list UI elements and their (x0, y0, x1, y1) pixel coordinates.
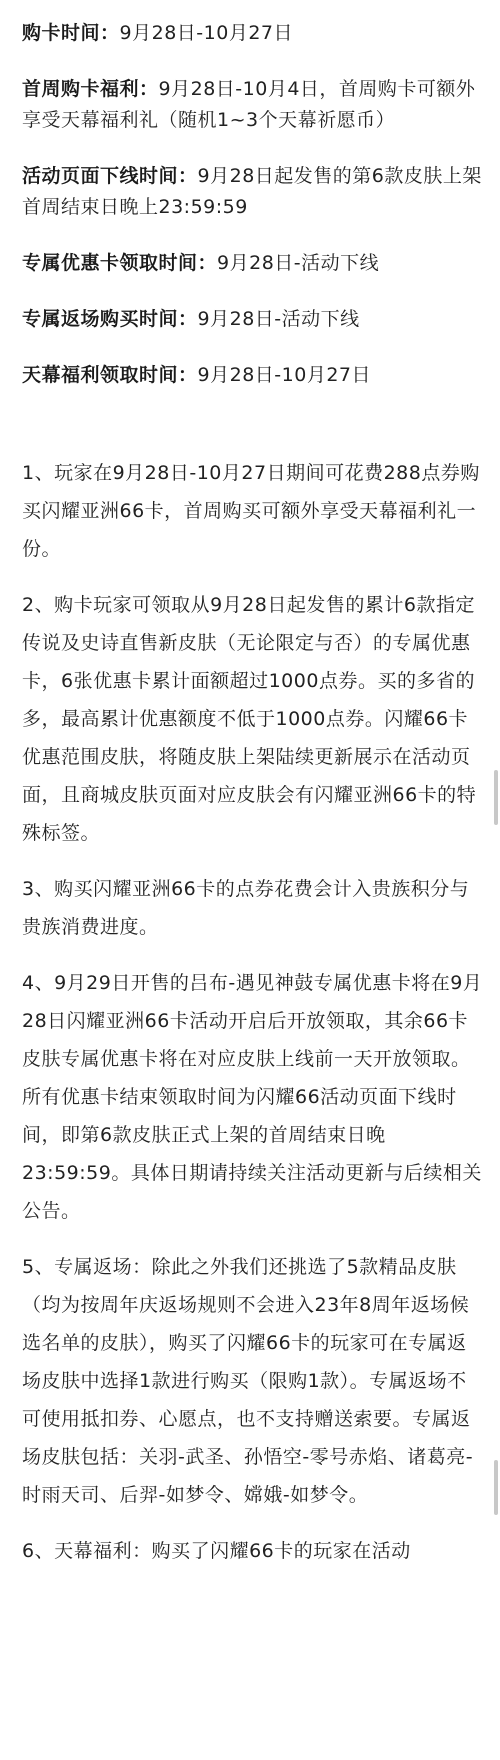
info-value: 9月28日-10月27日 (197, 364, 371, 386)
rule-paragraph-1: 1、玩家在9月28日-10月27日期间可花费288点券购买闪耀亚洲66卡，首周购买可额外享受天幕福利礼一份。 (22, 462, 480, 560)
section-spacer (22, 416, 484, 454)
info-first-week-bonus (22, 74, 484, 136)
info-label: 专属优惠卡领取时间： (22, 252, 218, 274)
info-label: 购卡时间： (22, 22, 120, 44)
info-purchase-time (22, 18, 484, 49)
scrollbar-thumb[interactable] (494, 770, 498, 825)
info-value: 9月28日-10月27日 (119, 22, 293, 44)
info-value: 9月28日-活动下线 (197, 308, 360, 330)
info-label: 活动页面下线时间： (22, 165, 198, 187)
info-label: 天幕福利领取时间： (22, 364, 198, 386)
article-body (22, 18, 484, 1588)
info-label: 首周购卡福利： (22, 78, 159, 100)
scrollbar-thumb-lower[interactable] (494, 1460, 498, 1515)
info-rerun-purchase-time (22, 304, 484, 335)
rule-paragraph-4: 4、9月29日开售的吕布-遇见神鼓专属优惠卡将在9月28日闪耀亚洲66卡活动开启后开放领取，其余66卡皮肤专属优惠卡将在对应皮肤上线前一天开放领取。所有优惠卡结束领取时间为闪耀66活动页面下线时间，即第6款皮肤正式上架的首周结束日晚23:59:59。具体日期请持续关注活动更新与后续相关公告。 (22, 972, 483, 1222)
info-coupon-claim-time (22, 248, 484, 279)
info-value: 9月28日-活动下线 (217, 252, 380, 274)
info-label: 专属返场购买时间： (22, 308, 198, 330)
rule-paragraph-2: 2、购卡玩家可领取从9月28日起发售的累计6款指定传说及史诗直售新皮肤（无论限定与否）的专属优惠卡，6张优惠卡累计面额超过1000点券。买的多省的多，最高累计优惠额度不低于1000点券。闪耀66卡优惠范围皮肤，将随皮肤上架陆续更新展示在活动页面，且商城皮肤页面对应皮肤会有闪耀亚洲66卡的特殊标签。 (22, 594, 477, 844)
info-page-offline-time (22, 161, 484, 223)
rule-paragraph-3: 3、购买闪耀亚洲66卡的点券花费会计入贵族积分与贵族消费进度。 (22, 878, 470, 938)
rule-paragraph-5: 5、专属返场：除此之外我们还挑选了5款精品皮肤（均为按周年庆返场规则不会进入23年8周年返场候选名单的皮肤），购买了闪耀66卡的玩家可在专属返场皮肤中选择1款进行购买（限购1款）。专属返场不可使用抵扣券、心愿点，也不支持赠送索要。专属返场皮肤包括：关羽-武圣、孙悟空-零号赤焰、诸葛亮-时雨天司、后羿-如梦令、嫦娥-如梦令。 (22, 1256, 474, 1506)
info-skyscreen-claim-time (22, 360, 484, 391)
info-value: 9月28日起发售的第6款皮肤上架首周结束日晚上23:59:59 (22, 165, 482, 218)
rule-paragraph-6: 6、天幕福利：购买了闪耀66卡的玩家在活动 (22, 1540, 411, 1562)
info-value: 9月28日-10月4日，首周购卡可额外享受天幕福利礼（随机1~3个天幕祈愿币） (22, 78, 476, 131)
